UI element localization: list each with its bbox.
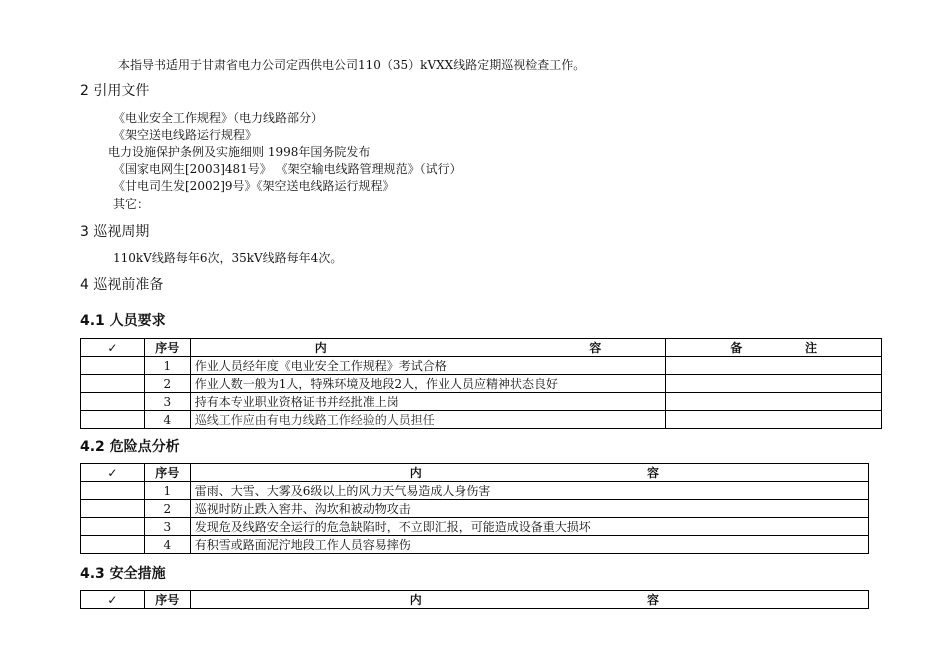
check-column-header: ✓: [81, 339, 145, 357]
section-4-heading: 4 巡视前准备: [80, 277, 164, 293]
hazard-analysis-table: [80, 463, 869, 554]
table-row: [81, 536, 869, 554]
content-cell: 持有本专业职业资格证书并经批准上岗: [190, 393, 666, 411]
table-row: [81, 411, 882, 429]
remark-cell: [666, 411, 882, 429]
section-4-2-heading: 4.2 危险点分析: [80, 439, 180, 455]
section-4-1-heading: 4.1 人员要求: [80, 313, 166, 329]
number-cell: 1: [144, 482, 190, 500]
section-3-text: 110kV线路每年6次，35kV线路每年4次。: [113, 251, 343, 265]
table-row: [81, 482, 869, 500]
number-column-header: 序号: [144, 591, 190, 609]
content-cell: 巡视时防止跌入窖井、沟坎和被动物攻击: [190, 500, 868, 518]
table-header-row: [81, 591, 869, 609]
number-cell: 4: [144, 411, 190, 429]
reference-item: 《电业安全工作规程》（电力线路部分）: [113, 111, 324, 125]
check-cell[interactable]: [81, 518, 145, 536]
remark-cell: [666, 375, 882, 393]
number-cell: 1: [144, 357, 190, 375]
number-cell: 3: [144, 518, 190, 536]
check-cell[interactable]: [81, 482, 145, 500]
number-cell: 2: [144, 375, 190, 393]
safety-measures-table: [80, 590, 869, 609]
check-cell[interactable]: [81, 500, 145, 518]
section-3-heading: 3 巡视周期: [80, 224, 150, 240]
reference-item: 《甘电司生发[2002]9号》《架空送电线路运行规程》: [113, 179, 395, 193]
section-4-3-heading: 4.3 安全措施: [80, 566, 166, 582]
check-cell[interactable]: [81, 536, 145, 554]
content-cell: 有积雪或路面泥泞地段工作人员容易摔伤: [190, 536, 868, 554]
reference-item: 其它：: [113, 197, 150, 211]
table-row: [81, 357, 882, 375]
table-row: [81, 500, 869, 518]
content-cell: 雷雨、大雪、大雾及6级以上的风力天气易造成人身伤害: [190, 482, 868, 500]
number-cell: 3: [144, 393, 190, 411]
content-cell: 巡线工作应由有电力线路工作经验的人员担任: [190, 411, 666, 429]
reference-item: 电力设施保护条例及实施细则 1998年国务院发布: [108, 145, 371, 159]
check-cell[interactable]: [81, 357, 145, 375]
number-column-header: 序号: [144, 464, 190, 482]
content-column-header: 内 容: [190, 591, 868, 609]
table-row: [81, 518, 869, 536]
remark-cell: [666, 357, 882, 375]
check-cell[interactable]: [81, 393, 145, 411]
remark-cell: [666, 393, 882, 411]
content-cell: 发现危及线路安全运行的危急缺陷时，不立即汇报，可能造成设备重大损坏: [190, 518, 868, 536]
check-cell[interactable]: [81, 411, 145, 429]
section-2-heading: 2 引用文件: [80, 83, 150, 99]
check-column-header: ✓: [81, 464, 145, 482]
number-column-header: 序号: [144, 339, 190, 357]
remark-column-header: 备 注: [666, 339, 882, 357]
table-header-row: [81, 464, 869, 482]
table-row: [81, 375, 882, 393]
content-column-header: 内 容: [190, 339, 666, 357]
check-column-header: ✓: [81, 591, 145, 609]
number-cell: 2: [144, 500, 190, 518]
reference-item: 《国家电网生[2003]481号》 《架空输电线路管理规范》（试行）: [113, 162, 462, 176]
personnel-requirements-table: [80, 338, 882, 429]
table-row: [81, 393, 882, 411]
intro-paragraph: 本指导书适用于甘肃省电力公司定西供电公司110（35）kVXX线路定期巡视检查工作。: [118, 58, 586, 72]
content-column-header: 内 容: [190, 464, 868, 482]
content-cell: 作业人数一般为1人，特殊环境及地段2人，作业人员应精神状态良好: [190, 375, 666, 393]
check-cell[interactable]: [81, 375, 145, 393]
reference-item: 《架空送电线路运行规程》: [113, 128, 258, 142]
content-cell: 作业人员经年度《电业安全工作规程》考试合格: [190, 357, 666, 375]
number-cell: 4: [144, 536, 190, 554]
table-header-row: [81, 339, 882, 357]
